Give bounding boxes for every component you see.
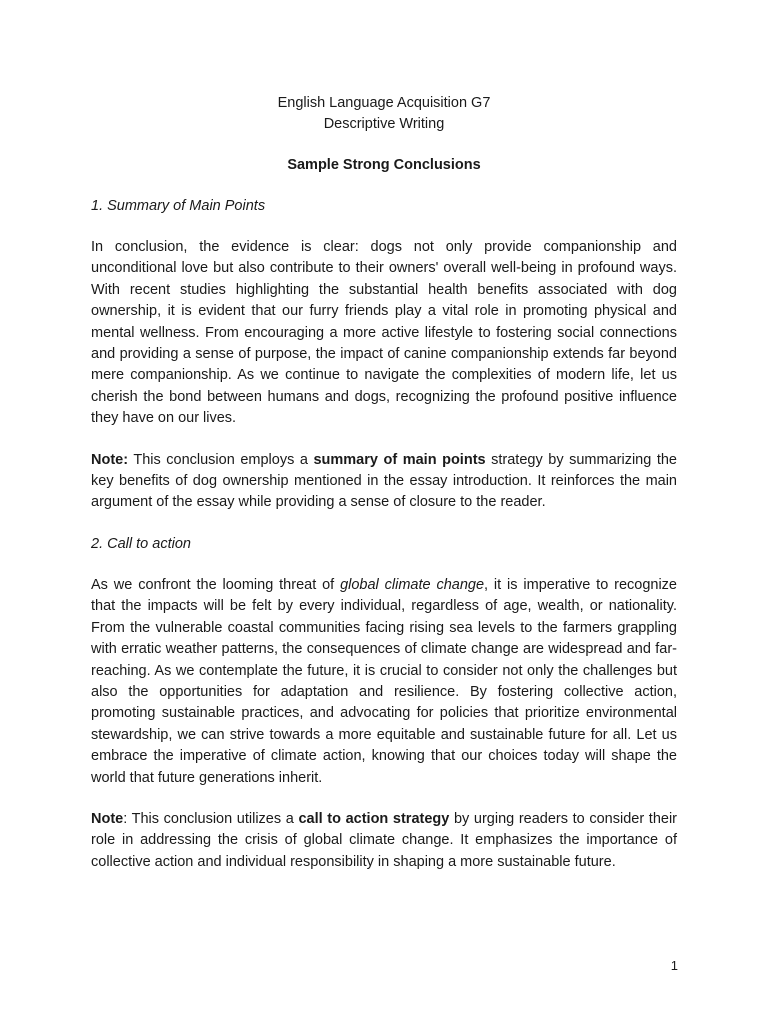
- summary-note: [91, 450, 677, 514]
- summary-paragraph: In conclusion, the evidence is clear: dogs not only provide companionship and unconditional love but also contribute to their owners' overall well-being in profound ways. With recent studies highlighting the substantial health benefits associated with dog ownership, it is evident that our furry friends play a vital role in promoting physical and mental wellness. From encouraging a more active lifestyle to fostering social connections and providing a sense of purpose, the impact of canine companionship extends far beyond mere companionship. As we continue to navigate the complexities of modern life, let us cherish the bond between humans and dogs, recognizing the profound positive influence they have on our lives.: [91, 239, 677, 427]
- note-text: strategy by summarizing the key benefits of dog ownership mentioned in the essay introduction. It reinforces the main argument of the essay while providing a sense of closure to the reader.: [91, 451, 677, 511]
- note-label: Note: [91, 810, 124, 827]
- note-text: by urging readers to consider their role in addressing the crisis of global climate change. It emphasizes the importance of collective action and individual responsibility in shaping a more sustainable future.: [91, 810, 677, 870]
- section-heading-call-to-action: 2. Call to action: [91, 535, 191, 552]
- call-to-action-note: [91, 809, 677, 873]
- document-page: [91, 93, 677, 873]
- note-text: : This conclusion utilizes a: [123, 810, 299, 827]
- note-label: Note:: [91, 451, 129, 468]
- note-strategy: call to action strategy: [298, 810, 450, 827]
- section-heading-summary: 1. Summary of Main Points: [91, 198, 266, 214]
- call-to-action-paragraph: [91, 575, 677, 789]
- page-number: 1: [670, 958, 678, 973]
- paragraph-text: As we confront the looming threat of: [91, 576, 341, 593]
- paragraph-text: , it is imperative to recognize that the impacts will be felt by every individual, regardless of age, wealth, or nationality. From the vulnerable coastal communities facing rising sea levels to the farmers grappling with erratic weather patterns, the consequences of climate change are widespread and far-reaching. As we contemplate the future, it is crucial to consider not only the challenges but also the opportunities for adaptation and resilience. By fostering collective action, promoting sustainable practices, and advocating for policies that prioritize environmental stewardship, we can strive towards a more equitable and sustainable future for all. Let us embrace the imperative of climate action, knowing that our choices today will shape the world that future generations inherit.: [91, 576, 677, 786]
- note-strategy: summary of main points: [313, 451, 486, 468]
- note-text: This conclusion employs a: [128, 451, 314, 468]
- unit-name: Descriptive Writing: [323, 116, 445, 132]
- course-name: English Language Acquisition G7: [277, 95, 491, 111]
- paragraph-emphasis: global climate change: [340, 576, 485, 593]
- document-title: Sample Strong Conclusions: [287, 157, 481, 173]
